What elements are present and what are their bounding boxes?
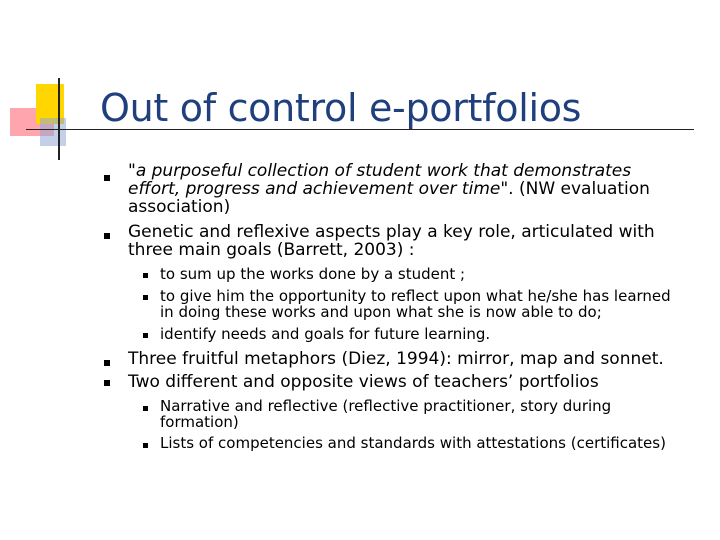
- bullet-1-line-3: association): [128, 197, 231, 217]
- sub-bullet-1: to sum up the works done by a student ;: [160, 265, 466, 283]
- sub-bullet-4-2: Lists of competencies and standards with attestations (certificates): [160, 434, 666, 452]
- sub-bullet-marker: [143, 406, 148, 411]
- quote-text-end: effort, progress and achievement over time: [128, 179, 501, 199]
- bullet-1-line-2: [128, 180, 650, 198]
- bullet-marker: [104, 380, 110, 386]
- bullet-marker: [104, 175, 110, 181]
- sub-bullet-4-1-line-2: formation): [160, 413, 239, 431]
- sub-bullet-4-1-line-1: Narrative and reflective (reflective practitioner, story during: [160, 397, 612, 415]
- bullet-4-text: Two different and opposite views of teachers’ portfolios: [128, 372, 599, 392]
- sub-bullet-marker: [143, 273, 148, 278]
- bullet-marker: [104, 233, 110, 239]
- decorative-vertical-line: [58, 78, 60, 160]
- bullet-marker: [104, 360, 110, 366]
- decorative-blue-square: [40, 118, 66, 146]
- sub-bullet-marker: [143, 443, 148, 448]
- bullet-2-line-2: three main goals (Barrett, 2003) :: [128, 240, 415, 260]
- bullet-2-line-1: Genetic and reflexive aspects play a key role, articulated with: [128, 222, 655, 242]
- sub-bullet-marker: [143, 295, 148, 300]
- sub-bullet-2-line-2: in doing these works and upon what she is now able to do;: [160, 303, 602, 321]
- sub-bullet-3: identify needs and goals for future learning.: [160, 325, 491, 343]
- bullet-1-line-1: [128, 162, 631, 180]
- sub-bullet-marker: [143, 333, 148, 338]
- citation-text: ". (NW evaluation: [500, 179, 650, 199]
- bullet-3-text: Three fruitful metaphors (Diez, 1994): mirror, map and sonnet.: [128, 349, 664, 369]
- sub-bullet-2-line-1: to give him the opportunity to reflect upon what he/she has learned: [160, 287, 671, 305]
- slide-title: Out of control e-portfolios: [100, 86, 582, 130]
- quote-text: "a purposeful collection of student work that demonstrates: [128, 161, 632, 181]
